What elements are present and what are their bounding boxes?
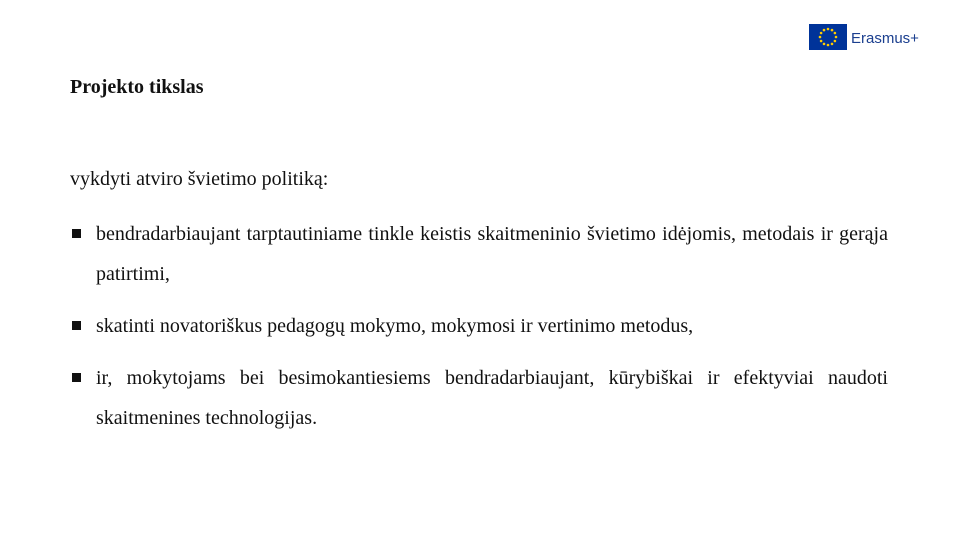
square-bullet-icon [72,229,81,238]
square-bullet-icon [72,373,81,382]
slide-title: Projekto tikslas [70,76,204,98]
list-item-text: ir, mokytojams bei besimokantiesiems bendradarbiaujant, kūrybiškai ir efektyviai naudoti skaitmenines technologijas. [96,367,888,429]
square-bullet-icon [72,321,81,330]
erasmus-logo-text: Erasmus+ [851,30,919,47]
list-item [70,358,888,438]
erasmus-plus-logo [809,24,935,50]
list-item-text: bendradarbiaujant tarptautiniame tinkle keistis skaitmeninio švietimo idėjomis, metodais ir gerąja patirtimi, [96,223,888,285]
eu-flag-icon [809,24,935,50]
list-item [70,214,888,294]
list-item [70,306,888,346]
goals-list [70,214,888,450]
intro-text: vykdyti atviro švietimo politiką: [70,168,329,190]
list-item-text: skatinti novatoriškus pedagogų mokymo, mokymosi ir vertinimo metodus, [96,315,694,337]
